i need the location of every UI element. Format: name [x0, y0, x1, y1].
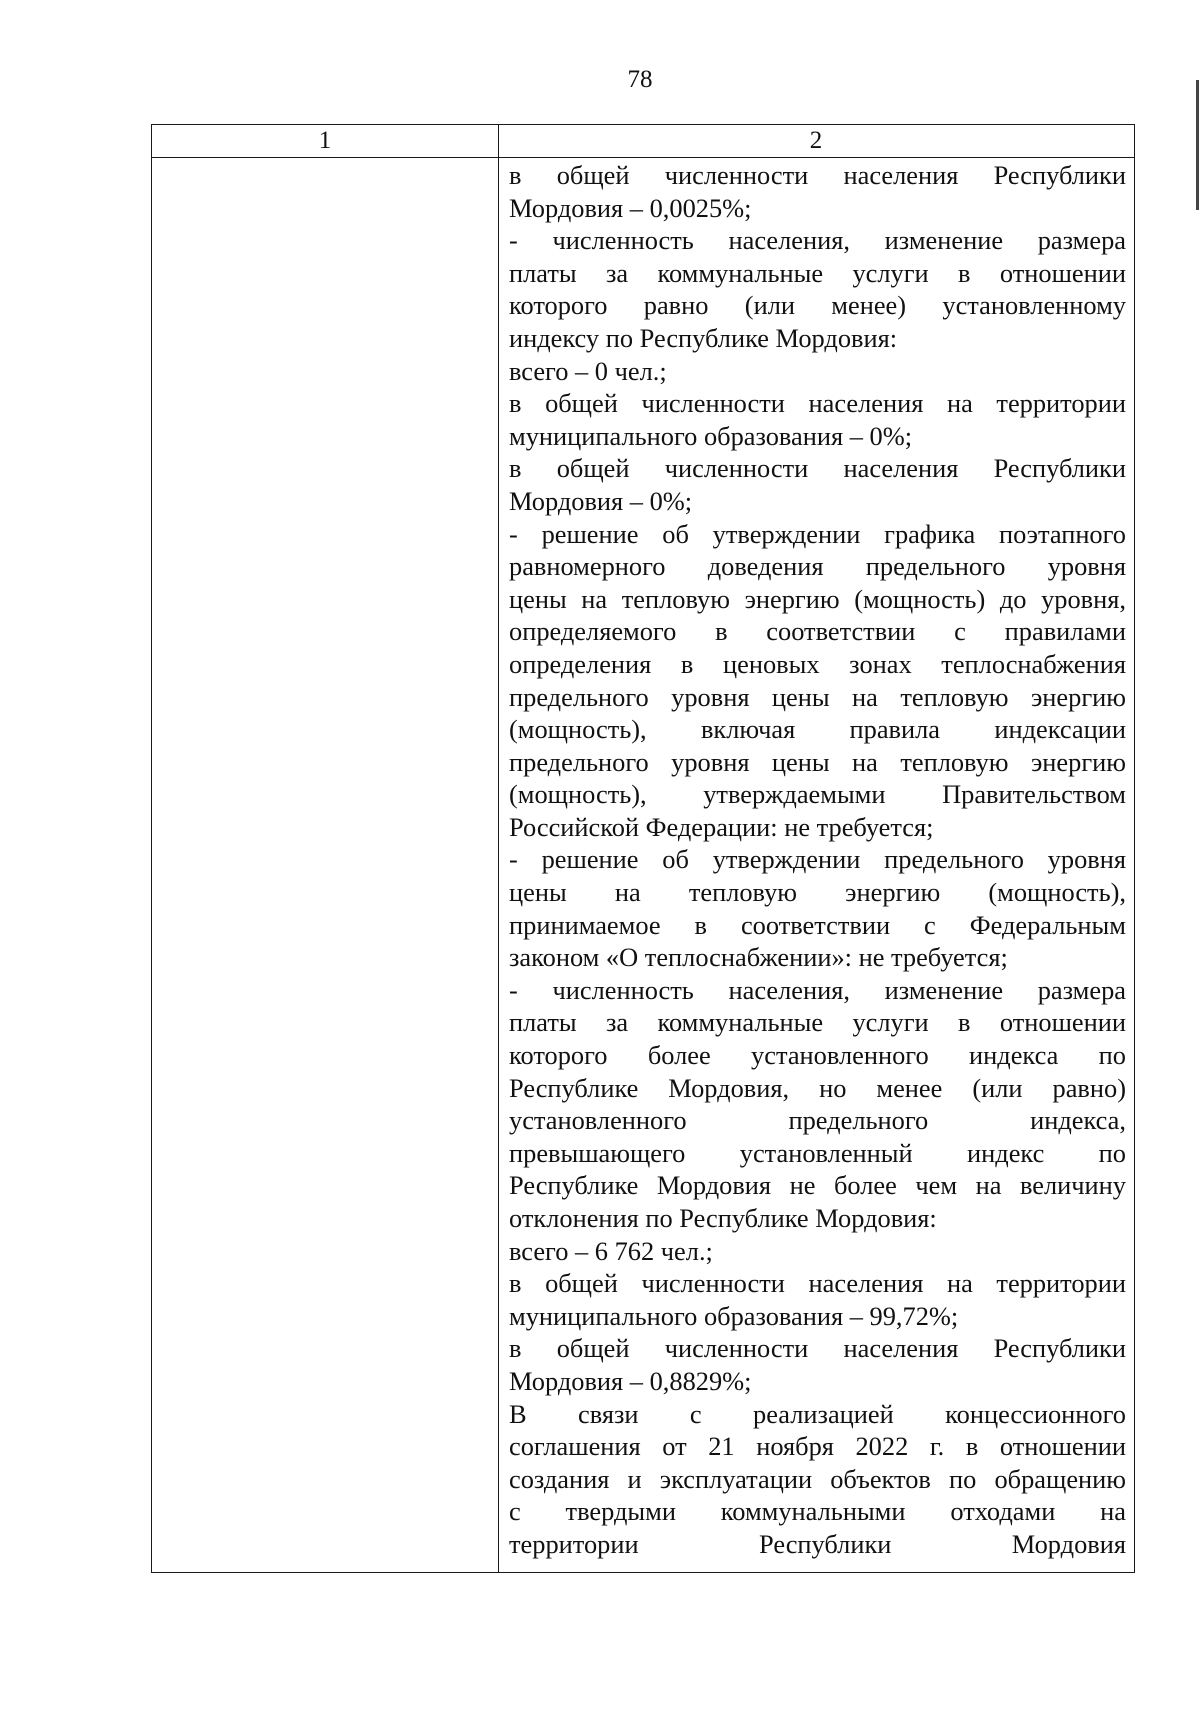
text-line: отклонения по Республике Мордовия:: [509, 1203, 937, 1233]
text-line: Мордовия – 0,8829%;: [509, 1365, 752, 1396]
text-line: (мощность), включая правила индексации: [509, 714, 1126, 745]
text-line: определяемого в соответствии с правилами: [509, 616, 1126, 647]
text-line: - численность населения, изменение размера: [509, 225, 1126, 256]
text-line: в общей численности населения Республики: [509, 1333, 1126, 1364]
text-line: В связи с реализацией концессионного: [509, 1398, 1126, 1429]
document-table: [151, 124, 1135, 1573]
text-line: муниципального образования – 99,72%;: [509, 1300, 959, 1331]
text-line: - решение об утверждении графика поэтапного: [509, 518, 1126, 549]
text-line: предельного уровня цены на тепловую энергию: [509, 746, 1126, 777]
text-line: установленного предельного индекса,: [509, 1105, 1126, 1136]
table-header-row: [152, 125, 1134, 158]
text-line: индексу по Республике Мордовия:: [509, 322, 898, 353]
text-line: платы за коммунальные услуги в отношении: [509, 1007, 1126, 1038]
column-header-1: 1: [318, 127, 332, 154]
text-line: Мордовия – 0,0025%;: [509, 192, 752, 223]
text-line: - численность населения, изменение размера: [509, 974, 1126, 1005]
text-line: создания и эксплуатации объектов по обращению: [509, 1463, 1126, 1494]
text-line: всего – 6 762 чел.;: [509, 1235, 713, 1266]
text-line: с твердыми коммунальными отходами на: [509, 1496, 1126, 1527]
text-line: цены на тепловую энергию (мощность) до уровня,: [509, 583, 1126, 614]
scan-edge-mark: [1196, 80, 1199, 210]
text-line: Мордовия – 0%;: [509, 485, 693, 516]
text-line: территории Республики Мордовия: [509, 1528, 1126, 1559]
text-line: которого равно (или менее) установленному: [509, 290, 1126, 321]
text-line: Республике Мордовия не более чем на величину: [509, 1170, 1126, 1201]
text-line: равномерного доведения предельного уровня: [509, 551, 1126, 582]
text-line: определения в ценовых зонах теплоснабжения: [509, 648, 1126, 679]
text-line: цены на тепловую энергию (мощность),: [509, 877, 1126, 908]
text-line: - решение об утверждении предельного уровня: [509, 844, 1126, 875]
text-line: предельного уровня цены на тепловую энергию: [509, 681, 1126, 712]
text-line: принимаемое в соответствии с Федеральным: [509, 909, 1126, 940]
text-line: которого более установленного индекса по: [509, 1040, 1126, 1071]
text-line: в общей численности населения Республики: [509, 160, 1126, 190]
column-2-cell: [509, 159, 1126, 1561]
text-line: соглашения от 21 ноября 2022 г. в отношении: [509, 1431, 1126, 1462]
text-line: муниципального образования – 0%;: [509, 420, 913, 451]
text-line: в общей численности населения на территории: [509, 1268, 1126, 1299]
text-line: законом «О теплоснабжении»: не требуется;: [509, 942, 1008, 973]
column-divider: [498, 125, 499, 1572]
text-line: в общей численности населения на территории: [509, 388, 1126, 419]
text-line: Республике Мордовия, но менее (или равно): [509, 1072, 1126, 1103]
text-line: (мощность), утверждаемыми Правительством: [509, 779, 1126, 810]
page-number: 78: [627, 66, 653, 93]
text-line: в общей численности населения Республики: [509, 453, 1126, 484]
text-line: Российской Федерации: не требуется;: [509, 811, 934, 842]
text-line: всего – 0 чел.;: [509, 355, 667, 386]
text-line: платы за коммунальные услуги в отношении: [509, 257, 1126, 288]
text-line: превышающего установленный индекс по: [509, 1137, 1126, 1168]
column-header-2: 2: [809, 127, 823, 154]
